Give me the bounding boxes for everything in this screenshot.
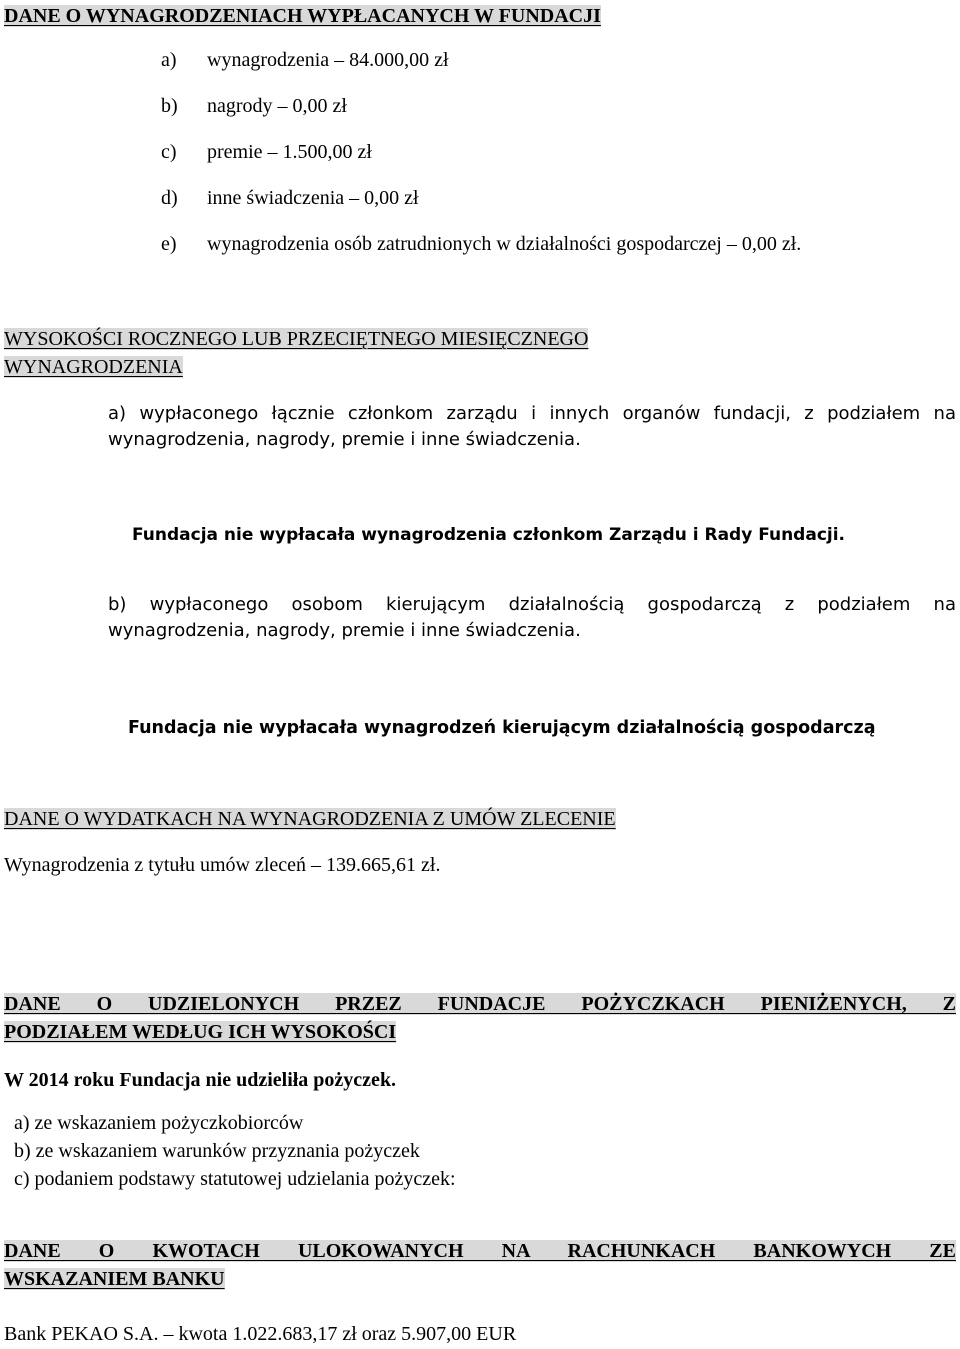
wages-paid-list	[161, 46, 801, 276]
wages-paid-heading-text: DANE O WYNAGRODZENIACH WYPŁACANYCH W FUNDACJI	[4, 5, 601, 27]
contracts-heading-text: DANE O WYDATKACH NA WYNAGRODZENIA Z UMÓW ZLECENIE	[4, 808, 616, 830]
salary-levels-item-b	[108, 592, 956, 644]
list-item-label: e)	[161, 233, 177, 255]
list-item-text: wynagrodzenia osób zatrudnionych w działalności gospodarczej – 0,00 zł.	[207, 233, 802, 255]
item-a-line1: a) wypłaconego łącznie członkom zarządu i innych organów fundacji, z podziałem na	[108, 403, 956, 424]
list-item	[161, 184, 801, 230]
list-item-label: c)	[161, 141, 177, 163]
loans-statement: W 2014 roku Fundacja nie udzieliła pożyczek.	[4, 1069, 397, 1091]
loans-heading	[4, 990, 956, 1046]
bank-heading-line1: DANE O KWOTACH ULOKOWANYCH NA RACHUNKACH BANKOWYCH ZE	[4, 1240, 956, 1262]
salary-levels-item-a	[108, 401, 956, 453]
loans-heading-line2: PODZIAŁEM WEDŁUG ICH WYSOKOŚCI	[4, 1021, 397, 1043]
loans-list	[14, 1109, 456, 1193]
item-b-line2: wynagrodzenia, nagrody, premie i inne świadczenia.	[108, 620, 581, 641]
list-item	[161, 138, 801, 184]
wages-paid-heading	[4, 2, 601, 30]
contracts-heading	[4, 805, 616, 833]
list-item-label: a)	[161, 49, 177, 71]
item-a-line2: wynagrodzenia, nagrody, premie i inne świadczenia.	[108, 429, 581, 450]
item-b-line1: b) wypłaconego osobom kierującym działalnością gospodarczą z podziałem na	[108, 594, 956, 615]
loans-heading-line1: DANE O UDZIELONYCH PRZEZ FUNDACJE POŻYCZKACH PIENIŻENYCH, Z	[4, 993, 956, 1015]
list-item	[161, 230, 801, 276]
salary-levels-heading	[4, 325, 954, 381]
bank-heading	[4, 1237, 956, 1293]
list-item-text: inne świadczenia – 0,00 zł	[207, 187, 419, 209]
salary-levels-heading-line1: WYSOKOŚCI ROCZNEGO LUB PRZECIĘTNEGO MIESIĘCZNEGO	[4, 328, 589, 350]
list-item: a) ze wskazaniem pożyczkobiorców	[14, 1112, 304, 1134]
list-item: b) ze wskazaniem warunków przyznania pożyczek	[14, 1140, 420, 1162]
list-item-text: wynagrodzenia – 84.000,00 zł	[207, 49, 449, 71]
bank-text: Bank PEKAO S.A. – kwota 1.022.683,17 zł oraz 5.907,00 EUR	[4, 1323, 517, 1345]
list-item-label: b)	[161, 95, 178, 117]
list-item: c) podaniem podstawy statutowej udzielania pożyczek:	[14, 1168, 456, 1190]
list-item-text: nagrody – 0,00 zł	[207, 95, 347, 117]
salary-levels-heading-line2: WYNAGRODZENIA	[4, 356, 183, 378]
list-item	[161, 92, 801, 138]
item-b-answer: Fundacja nie wypłacała wynagrodzeń kierującym działalnością gospodarczą	[128, 718, 876, 738]
bank-heading-line2: WSKAZANIEM BANKU	[4, 1268, 225, 1290]
list-item-text: premie – 1.500,00 zł	[207, 141, 372, 163]
list-item-label: d)	[161, 187, 178, 209]
list-item	[161, 46, 801, 92]
contracts-text: Wynagrodzenia z tytułu umów zleceń – 139.665,61 zł.	[4, 854, 441, 876]
item-a-answer: Fundacja nie wypłacała wynagrodzenia członkom Zarządu i Rady Fundacji.	[132, 525, 846, 545]
